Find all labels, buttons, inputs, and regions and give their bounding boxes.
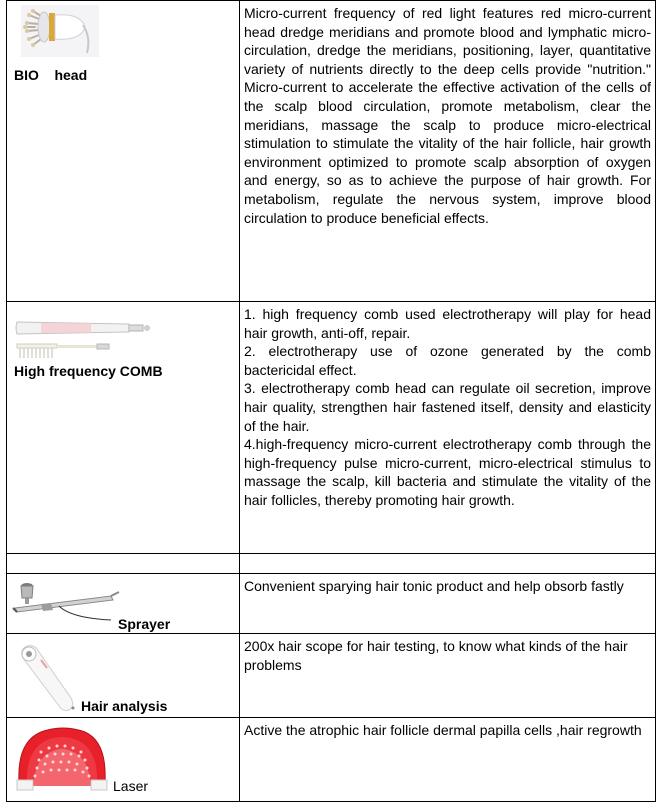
feature-description: Convenient sparying hair tonic product and help obsorb fastly [244,578,624,594]
feature-name-cell [7,302,240,554]
table-row [7,634,656,718]
feature-description: 1. high frequency comb used electrotherapy will play for head hair growth, anti-off, repair. [244,306,651,341]
feature-description-cell [240,302,656,554]
feature-description: 4.high-frequency micro-current electrotherapy comb through the high-frequency pulse micro-current, micro-electrical stimulus to massage the scalp, kill bacteria and stimulate the vitality of the hair follicles, thereby promoting hair growth. [244,436,651,508]
feature-name-cell [7,718,240,802]
feature-name: BIO head [14,67,88,83]
table-row [7,302,656,554]
feature-name: Laser [113,778,149,794]
feature-description-cell [240,718,656,802]
table-row [7,718,656,802]
table-row [7,554,656,574]
feature-description-cell [240,574,656,634]
high-frequency-comb-icon [11,310,159,360]
airbrush-sprayer-icon [11,578,121,622]
feature-name-cell [7,634,240,718]
table-row [7,1,656,302]
feature-description-cell [240,1,656,302]
bio-head-device-icon [21,5,99,57]
product-feature-table [6,0,656,802]
table-row [7,574,656,634]
feature-name-cell [7,574,240,634]
feature-description: 2. electrotherapy use of ozone generated by the comb bactericidal effect. [244,343,651,378]
feature-description-cell [240,634,656,718]
feature-name: High frequency COMB [14,363,163,379]
feature-name-cell [7,554,240,574]
hair-scope-icon [13,640,83,714]
feature-name: Hair analysis [81,698,168,714]
feature-name: Sprayer [118,616,171,632]
feature-description: 200x hair scope for hair testing, to know what kinds of the hair problems [244,638,628,673]
feature-description-cell [240,554,656,574]
feature-description: Active the atrophic hair follicle dermal papilla cells ,hair regrowth [244,722,642,738]
feature-name-cell [7,1,240,302]
feature-description: Micro-current frequency of red light features red micro-current head dredge meridians and promote blood and lymphatic micro-circulation, dredge the meridians, positioning, layer, quantitative variety of nutrients directly to the deep cells provide "nutrition." Micro-current to accelerate the effective activation of the cells of the scalp blood circulation, promote metabolism, clear the meridians, massage the scalp to produce micro-electrical stimulation to stimulate the vitality of the hair follicle, hair growth environment optimized to promote scalp absorption of oxygen and energy, so as to achieve the purpose of hair growth. For metabolism, regulate the nervous system, improve blood circulation to produce beneficial effects. [244,5,651,226]
feature-description: 3. electrotherapy comb head can regulate oil secretion, improve hair quality, strengthen hair fastened itself, density and elasticity of the hair. [244,380,651,434]
laser-helmet-icon [11,722,113,798]
